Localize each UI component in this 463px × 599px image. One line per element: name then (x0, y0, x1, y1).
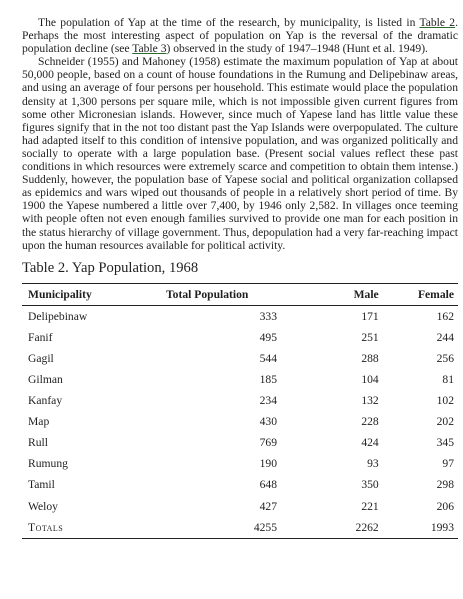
table-row (22, 432, 458, 453)
cell-total: 190 (259, 457, 278, 471)
table-row (22, 305, 458, 327)
cell-municipality: Weloy (28, 499, 58, 513)
cell-municipality: Kanfay (28, 394, 63, 408)
cell-female: 206 (436, 499, 454, 513)
cell-female: 202 (436, 415, 454, 429)
table-row (22, 453, 458, 474)
cell-total: 333 (259, 309, 278, 323)
cell-male: 104 (361, 373, 379, 387)
totals-label: Totals (22, 517, 166, 539)
cell-total: 544 (259, 351, 278, 365)
table-row (22, 411, 458, 432)
cell-female: 162 (436, 309, 454, 323)
cell-total: 495 (259, 330, 278, 344)
table-row (22, 369, 458, 390)
paragraph-1-text-b: . Perhaps the most interesting aspect of population on Yap is the reversal of the dramatic population decline (see (22, 16, 459, 56)
header-female: Female (379, 283, 458, 305)
cell-male: 424 (361, 436, 379, 450)
population-table (22, 283, 458, 539)
table-body (22, 305, 458, 538)
cell-total: 427 (259, 499, 278, 513)
cell-female: 298 (436, 478, 454, 492)
cell-female: 97 (442, 457, 454, 471)
table-row (22, 348, 458, 369)
table-title: Table 2. Yap Population, 1968 (22, 259, 199, 276)
totals-total: 4255 (166, 517, 329, 539)
cell-total: 185 (259, 373, 278, 387)
cell-male: 251 (361, 330, 379, 344)
table-header-row (22, 283, 458, 305)
document-page (22, 0, 458, 539)
cell-total: 769 (259, 436, 278, 450)
cell-male: 221 (361, 499, 379, 513)
totals-male: 2262 (329, 517, 379, 539)
cell-municipality: Rumung (28, 457, 68, 471)
table-row (22, 390, 458, 411)
cell-total: 234 (259, 394, 278, 408)
header-male: Male (329, 283, 379, 305)
cell-female: 244 (436, 330, 454, 344)
cell-municipality: Gilman (28, 373, 63, 387)
cell-male: 171 (361, 309, 379, 323)
cell-total: 430 (259, 415, 278, 429)
cell-total: 648 (259, 478, 278, 492)
cell-female: 102 (436, 394, 454, 408)
cell-female: 256 (436, 351, 454, 365)
table-row (22, 496, 458, 517)
cell-municipality: Map (28, 415, 50, 429)
totals-row (22, 517, 458, 539)
totals-female: 1993 (379, 517, 458, 539)
paragraph-2: Schneider (1955) and Mahoney (1958) estimate the maximum population of Yap at about 50,000 people, based on a count of house foundations in the Rumung and Delipebinaw areas, and using an average of four persons per household. This estimate would place the population density at 1,300 persons per square mile, which is not impossible given current figures from some other Micronesian islands. However, since much of Yapese land has little value these figures signify that in the not too distant past the Yap Islands were overpopulated. The culture had adapted itself to this condition of intensive population, and was organized politically and socially to operate with a large population base. (Present social values reflect these past conditions in which resources were extremely scarce and competition to obtain them intense.) Suddenly, however, the population base of Yapese social and political organization collapsed as epidemics and wars wiped out thousands of people in a relatively short period of time. By 1900 the Yapese numbered a little over 7,400, by 1946 only 2,582. In villages once teeming with people often not even enough families survived to provide one man for each position in the status hierarchy of village government. Thus, depopulation had a very far-reaching impact upon the human resources available for political activity. (22, 55, 458, 252)
paragraph-1-text-c: ) observed in the study of 1947–1948 (Hunt et al. 1949). (166, 42, 428, 56)
cell-male: 350 (361, 478, 379, 492)
cell-municipality: Gagil (28, 351, 54, 365)
cell-municipality: Delipebinaw (28, 309, 88, 323)
cell-male: 228 (361, 415, 379, 429)
cell-male: 93 (367, 457, 379, 471)
paragraph-1 (22, 0, 458, 55)
paragraph-1-text-a: The population of Yap at the time of the research, by municipality, is listed in (38, 16, 420, 29)
table-3-link[interactable]: Table 3 (132, 42, 167, 56)
cell-female: 81 (442, 373, 454, 387)
header-municipality: Municipality (22, 283, 166, 305)
cell-female: 345 (436, 436, 454, 450)
cell-male: 132 (361, 394, 379, 408)
table-2-link[interactable]: Table 2 (419, 16, 456, 29)
cell-municipality: Tamil (28, 478, 55, 492)
cell-municipality: Fanif (28, 330, 53, 344)
cell-municipality: Rull (28, 436, 48, 450)
table-row (22, 327, 458, 348)
cell-male: 288 (361, 351, 379, 365)
header-total-population: Total Population (166, 283, 329, 305)
table-row (22, 474, 458, 495)
